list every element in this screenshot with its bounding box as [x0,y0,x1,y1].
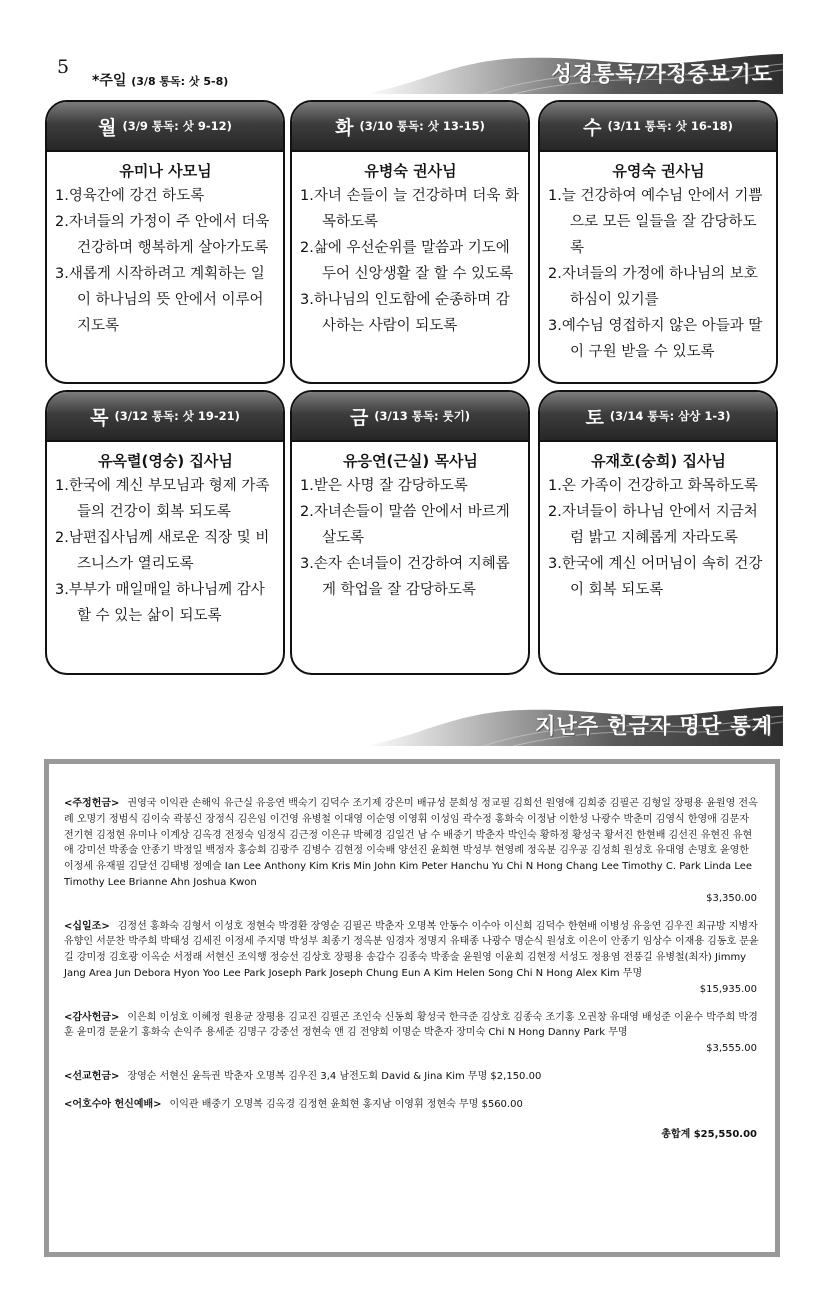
card-body [47,152,283,345]
card-day: 목 [90,406,109,429]
prayer-item: 3.예수님 영접하지 않은 아들과 딸이 구원 받을 수 있도록 [548,318,763,360]
donation-amount: $15,935.00 [699,983,757,995]
card-person-name: 유병숙 권사님 [364,162,457,180]
card-reading: (3/14 통독: 삼상 1-3) [609,409,731,423]
prayer-card-monday [45,100,285,384]
card-header [47,102,283,152]
sunday-reading-text: (3/8 통독: 삿 5-8) [131,75,229,88]
donation-group-tithe [64,919,760,998]
card-reading: (3/12 통독: 삿 19-21) [114,409,240,423]
card-day: 화 [335,116,354,139]
prayer-item: 2.자녀들이 하나님 안에서 지금처럼 밝고 지혜롭게 자라도록 [548,504,758,546]
card-person-name: 유미나 사모님 [119,162,212,180]
donation-amount: $3,350.00 [706,892,757,904]
card-reading: (3/10 통독: 삿 13-15) [359,119,485,133]
donation-label: <선교헌금> [64,1070,120,1082]
donation-amount: $3,555.00 [706,1043,757,1055]
prayer-item: 1.늘 건강하여 예수님 안에서 기쁨으로 모든 일들을 잘 감당하도록 [548,188,763,256]
donation-label: <감사헌금> [64,1011,120,1023]
section-banner-prayer [363,54,783,94]
card-day: 금 [349,406,369,429]
prayer-item: 1.한국에 계신 부모님과 형제 가족들의 건강이 회복 되도록 [55,478,270,520]
card-person-name: 유옥렬(영숭) 집사님 [98,452,233,470]
donation-amount: $2,150.00 [490,1070,542,1082]
prayer-item: 3.손자 손녀들이 건강하여 지혜롭게 학업을 잘 감당하도록 [300,556,510,598]
prayer-item: 3.부부가 매일매일 하나님께 감사할 수 있는 삶이 되도록 [55,582,265,624]
donation-group-dedication [64,1097,760,1113]
donation-label: <주정헌금> [64,798,120,809]
donor-names: 이익관 배중기 오명복 김옥경 김정현 윤희현 홍지남 이영휘 정현숙 무명 [169,1098,479,1110]
donation-label: <십일조> [64,920,110,932]
card-body [292,442,528,609]
prayer-item: 2.자녀들의 가정에 하나님의 보호하심이 있기를 [548,266,758,308]
prayer-item: 3.한국에 계신 어머님이 속히 건강이 회복 되도록 [548,556,763,598]
card-person-name: 유응연(근실) 목사님 [343,452,478,470]
donor-names: 이은희 이성호 이혜정 원용균 장평용 김교진 김필곤 조인숙 신동희 황성국 한극준 김상호 김종숙 조기홍 오권창 유대영 배성준 이윤수 박주희 박경훈 윤미경 문윤기 홍화숙 손익주 용세준 김명구 강중선 정현숙 앤 김 전양희 이명순 박춘자 장미숙 Chi N Hong Danny Park 무명 [64,1011,758,1039]
donor-names: 권영국 이익관 손해익 유근실 유응연 백숙기 김덕수 조기제 강은미 배규성 문희성 정교필 김희선 원영애 김희중 김필곤 김형일 장평용 윤원영 전옥례 오명기 정범식 김이숙 곽봉신 장정식 김은임 이건영 유병철 이대영 이순영 이영휘 이성임 곽수정 홍화숙 이정남 이한성 나광수 박춘미 김영식 한영애 김문자 전기현 김정현 유미나 이계상 김옥경 전정숙 임정식 김근정 이은규 박혜경 김일건 남 수 배중기 박춘자 박인숙 황하정 황성국 황서진 한현배 김선진 유현진 유현애 강미선 박종술 안종기 박정일 백정자 홍승회 김광주 김병수 김현정 이숙배 양선진 윤희현 박성부 현영례 정옥분 김우공 김성희 원성호 유대영 손명호 윤영한 이정세 유재필 김달선 김태병 정예슬 Ian Lee Anthony Kim Kris Min John Kim Peter Hanchu Yu Chi N Hong Chang Lee Timothy C. Park Linda Lee Timothy Lee Brianne Ahn Joshua Kwon [64,798,758,888]
donation-group-mission [64,1069,760,1085]
donation-group-weekly [64,796,760,907]
donor-names: 김정선 홍화숙 김형서 이성호 정현숙 박경환 장영순 김필곤 박춘자 오명복 안동수 이수아 이신희 김덕수 한현배 이병성 유응연 김우진 최규방 지병자 유향인 서문찬 박주희 박태성 김세진 이정세 주지명 박성부 최종기 정옥분 임경자 정명지 유태종 나광수 명순식 원성호 이은이 안종기 임상수 이재용 김동호 문윤길 강미정 김호광 이옥순 서정래 서현신 조익행 정승선 김상호 장평용 송갑수 김종숙 박종술 윤원영 이윤희 김현정 서성도 정용염 전풍길 유병철(최자) Jimmy Jang Area Jun Debora Hyon Yoo Lee Park Joseph Park Joseph Chung Eun A Kim Helen Song Chi N Hong Alex Kim 무명 [64,920,759,979]
prayer-card-tuesday [290,100,530,384]
prayer-item: 2.남편집사님께 새로운 직장 및 비즈니스가 열리도록 [55,530,270,572]
card-body [540,152,776,371]
card-header [292,102,528,152]
card-body [540,442,776,609]
donation-amount: $560.00 [481,1098,523,1110]
grand-total: 총합계 $25,550.00 [661,1128,757,1140]
prayer-item: 2.자녀들의 가정이 주 안에서 더욱 건강하며 행복하게 살아가도록 [55,214,270,256]
section-banner-offering [363,706,783,746]
card-reading: (3/9 통독: 삿 9-12) [122,119,232,133]
prayer-item: 1.온 가족이 건강하고 화목하도록 [548,478,758,494]
prayer-card-saturday [538,390,778,675]
card-reading: (3/11 통독: 삿 16-18) [607,119,733,133]
donor-names: 장영순 서현신 윤득권 박춘자 오명복 김우진 3,4 남전도회 David & Jina Kim 무명 [127,1070,488,1082]
banner-title: 지난주 헌금자 명단 통계 [535,714,773,738]
card-day: 토 [585,406,604,429]
card-header [540,392,776,442]
prayer-card-thursday [45,390,285,675]
card-body [292,152,528,345]
prayer-item: 3.새롭게 시작하려고 계획하는 일이 하나님의 뜻 안에서 이루어지도록 [55,266,265,334]
prayer-item: 1.받은 사명 잘 감당하도록 [300,478,468,494]
card-header [292,392,528,442]
card-header [47,392,283,442]
card-person-name: 유영숙 권사님 [612,162,705,180]
prayer-item: 1.자녀 손들이 늘 건강하며 더욱 화목하도록 [300,188,519,230]
card-header [540,102,776,152]
donation-label: <어호수아 헌신예배> [64,1098,162,1110]
sunday-reading [92,70,228,90]
prayer-item: 2.자녀손들이 말씀 안에서 바르게 살도록 [300,504,510,546]
page-number: 5 [57,56,70,78]
donation-group-thanks [64,1010,760,1057]
prayer-item: 3.하나님의 인도함에 순종하며 감사하는 사람이 되도록 [300,292,510,334]
card-day: 수 [583,116,602,139]
card-person-name: 유재호(숭희) 집사님 [591,452,726,470]
prayer-card-wednesday [538,100,778,384]
prayer-card-friday [290,390,530,675]
prayer-item: 1.영육간에 강건 하도록 [55,188,205,204]
prayer-item: 2.삶에 우선순위를 말씀과 기도에 두어 신앙생활 잘 할 수 있도록 [300,240,514,282]
card-day: 월 [98,116,117,139]
card-body [47,442,283,635]
sunday-label: *주일 [92,73,127,89]
banner-title: 성경통독/가정중보기도 [551,62,773,86]
donor-list-box [44,759,780,1257]
card-reading: (3/13 통독: 룻기) [374,409,471,423]
